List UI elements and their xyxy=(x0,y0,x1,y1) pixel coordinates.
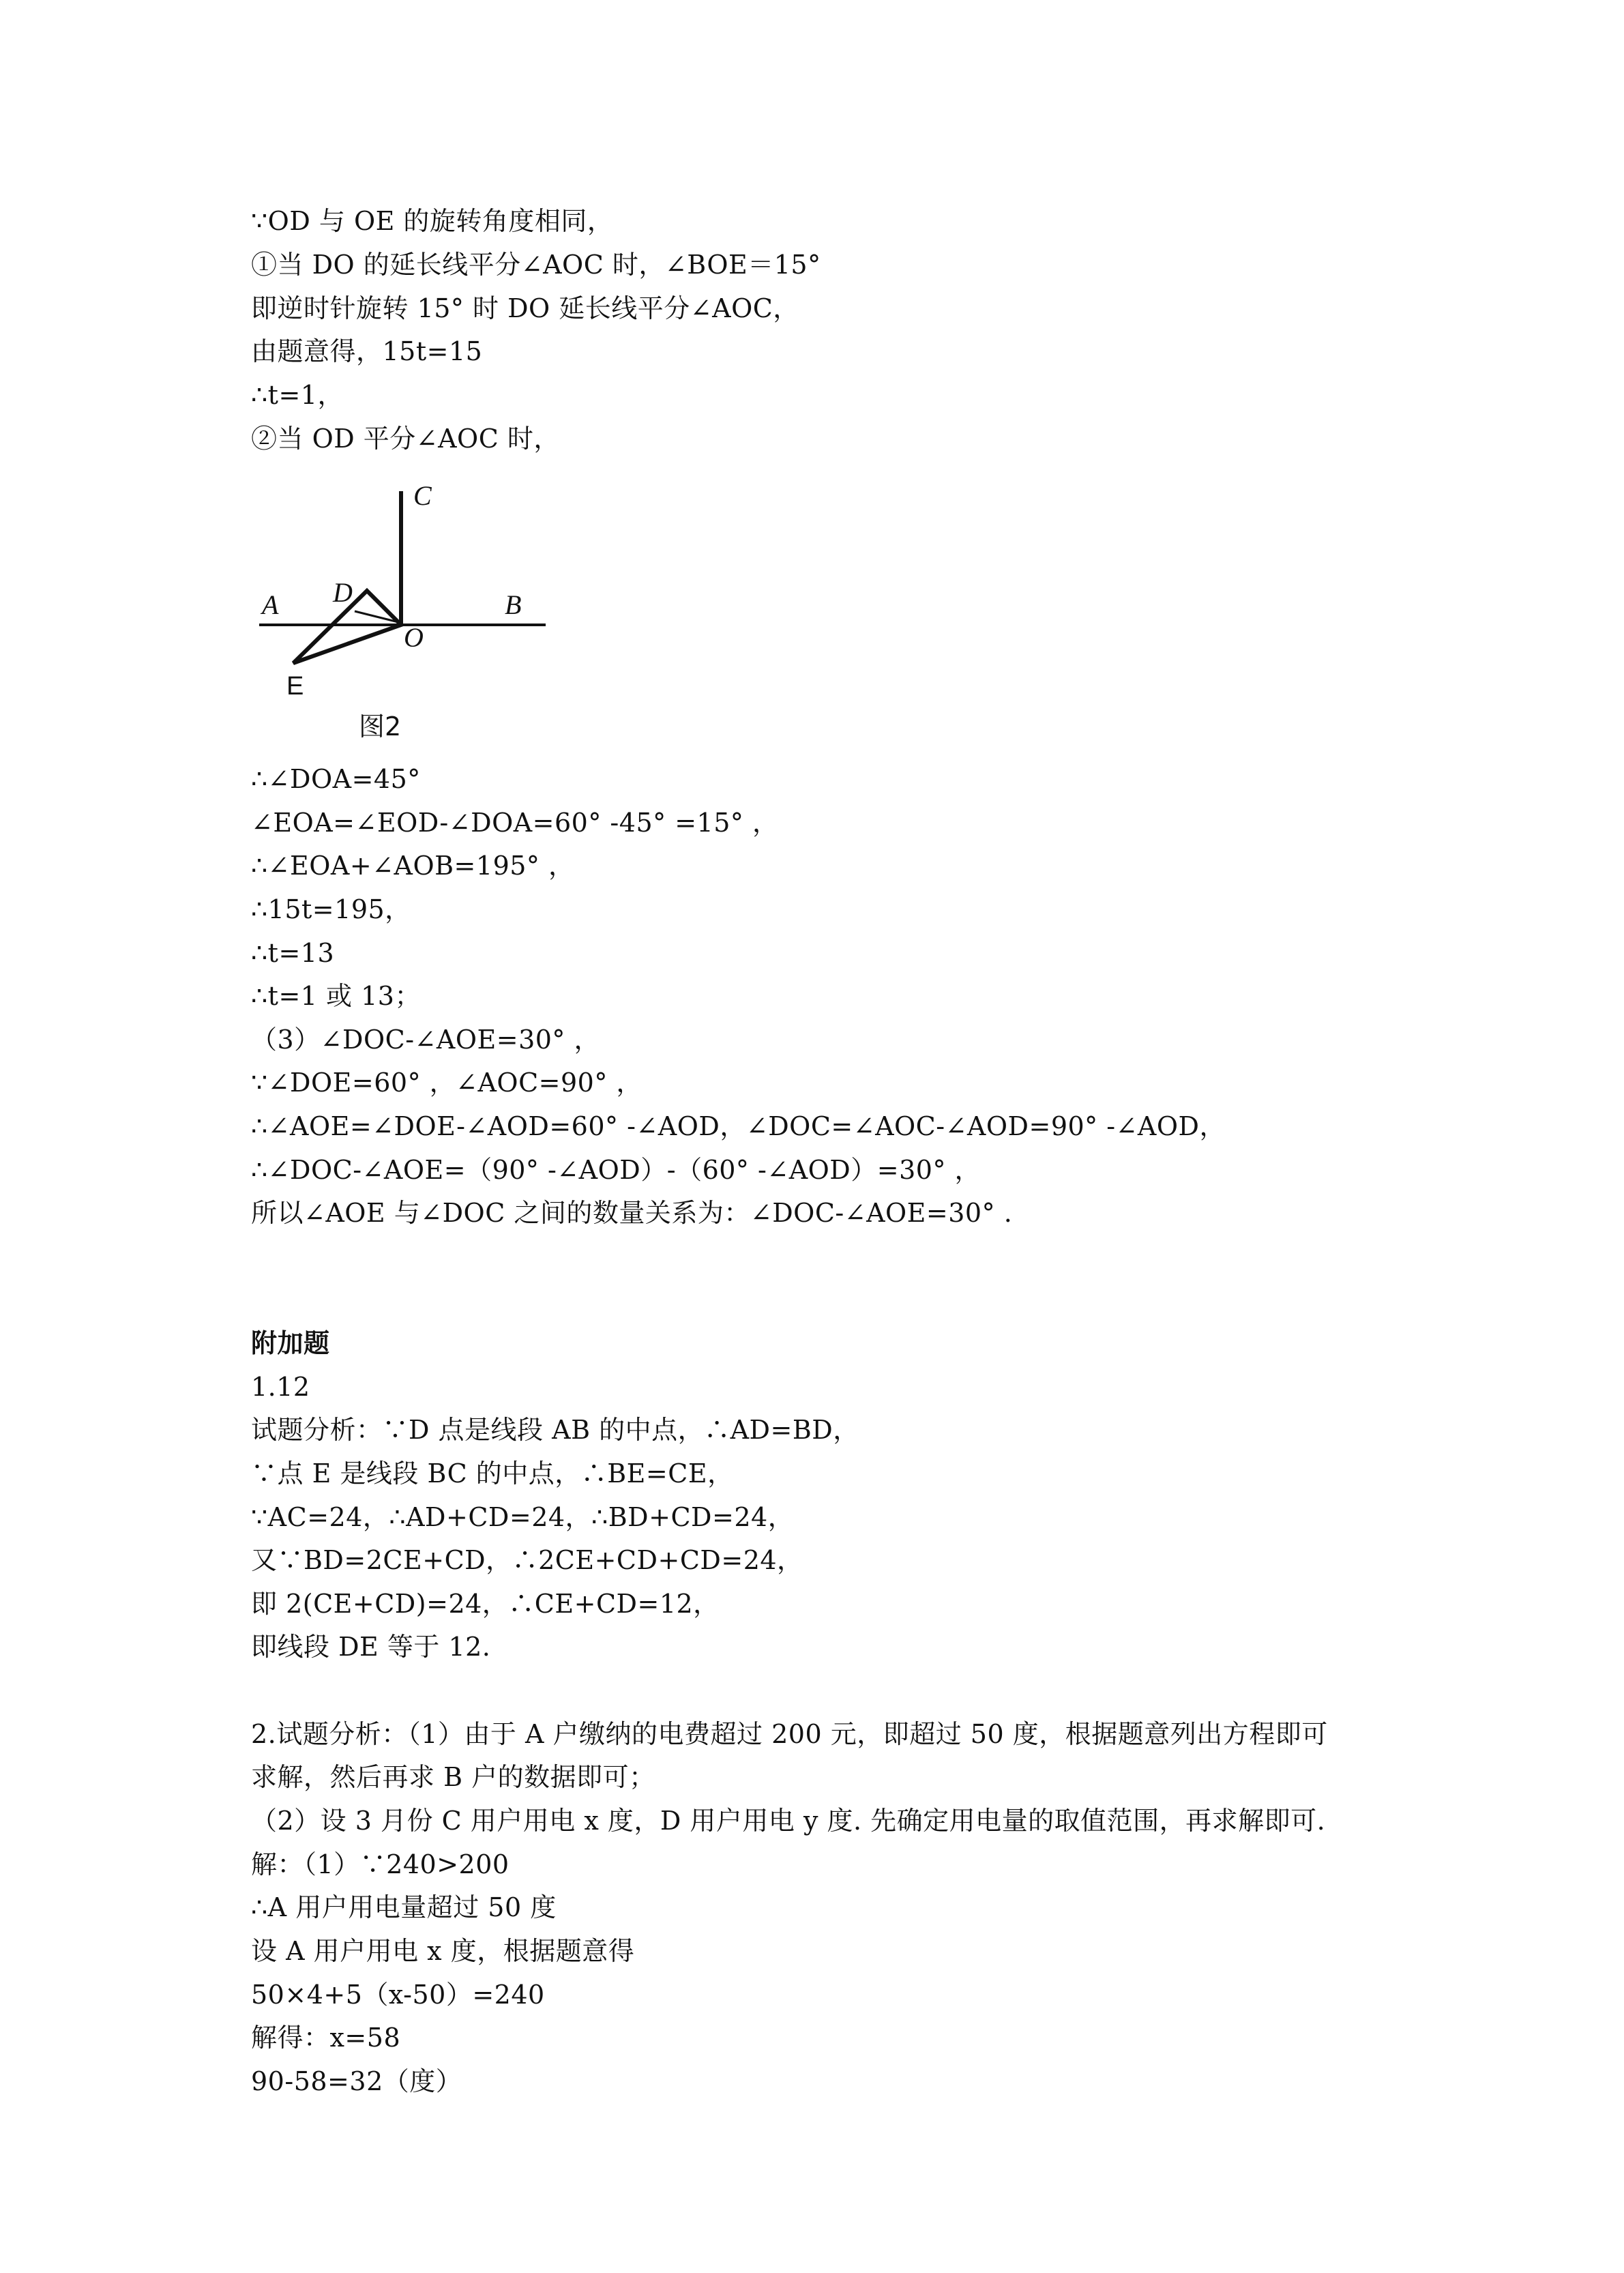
label-c: C xyxy=(413,480,432,511)
text-line: （2）设 3 月份 C 用户用电 x 度，D 用户用电 y 度. 先确定用电量的取值范围，再求解即可. xyxy=(251,1806,1326,1836)
geometry-diagram xyxy=(252,478,552,750)
text-line: ∴A 用户用电量超过 50 度 xyxy=(251,1892,557,1922)
text-line: 解得：x=58 xyxy=(251,2023,401,2053)
text-line: 2.试题分析：（1）由于 A 户缴纳的电费超过 200 元，即超过 50 度，根据题意列出方程即可 xyxy=(251,1719,1328,1749)
label-b: B xyxy=(505,589,522,620)
text-line: ①当 DO 的延长线平分∠AOC 时，∠BOE＝15° xyxy=(251,250,821,280)
text-line: 又∵BD=2CE+CD，∴2CE+CD+CD=24， xyxy=(251,1545,803,1575)
text-line: ∵AC=24，∴AD+CD=24，∴BD+CD=24， xyxy=(251,1502,795,1532)
text-line: ∵点 E 是线段 BC 的中点，∴BE=CE， xyxy=(251,1458,734,1489)
text-line: ∴t=1， xyxy=(251,380,344,410)
text-line: ∵OD 与 OE 的旋转角度相同， xyxy=(251,206,614,236)
text-line: ∵∠DOE=60° ，∠AOC=90° ， xyxy=(251,1068,643,1098)
text-line: 求解，然后再求 B 户的数据即可； xyxy=(251,1762,655,1792)
text-line: 解：（1）∵240>200 xyxy=(251,1849,510,1879)
text-line: ②当 OD 平分∠AOC 时， xyxy=(251,424,560,454)
text-line: 所以∠AOE 与∠DOC 之间的数量关系为：∠DOC-∠AOE=30° . xyxy=(251,1198,1013,1228)
section-heading: 附加题 xyxy=(251,1328,330,1358)
text-line: ∴∠AOE=∠DOE-∠AOD=60° -∠AOD，∠DOC=∠AOC-∠AOD=90° -∠AOD， xyxy=(251,1111,1226,1141)
text-line: ∠EOA=∠EOD-∠DOA=60° -45° =15° ， xyxy=(251,808,779,838)
text-line: 50×4+5（x-50）=240 xyxy=(251,1980,545,2010)
text-line: 即 2(CE+CD)=24，∴CE+CD=12， xyxy=(251,1589,720,1619)
text-line: 即逆时针旋转 15° 时 DO 延长线平分∠AOC， xyxy=(251,293,799,323)
text-line: （3）∠DOC-∠AOE=30° ， xyxy=(251,1025,600,1055)
label-e: E xyxy=(286,672,304,701)
figure-caption: 图2 xyxy=(359,712,402,742)
text-line: ∴∠EOA+∠AOB=195° ， xyxy=(251,851,575,881)
text-line: ∴∠DOA=45° xyxy=(251,764,421,794)
text-line: ∴15t=195， xyxy=(251,894,411,924)
text-line: 由题意得，15t=15 xyxy=(251,336,483,366)
label-a: A xyxy=(262,589,279,620)
text-line: 设 A 用户用电 x 度，根据题意得 xyxy=(251,1936,635,1966)
text-line: ∴∠DOC-∠AOE=（90° -∠AOD）-（60° -∠AOD）=30° ， xyxy=(251,1155,981,1185)
geometry-figure xyxy=(252,478,552,750)
text-line: 试题分析：∵D 点是线段 AB 的中点，∴AD=BD， xyxy=(251,1415,859,1445)
text-line: 即线段 DE 等于 12. xyxy=(251,1632,491,1662)
text-line: ∴t=13 xyxy=(251,938,335,968)
text-line: 90-58=32（度） xyxy=(251,2066,462,2096)
text-line: 1.12 xyxy=(251,1372,310,1402)
text-line: ∴t=1 或 13； xyxy=(251,981,421,1011)
label-d: D xyxy=(333,577,353,608)
label-o: O xyxy=(404,622,424,653)
